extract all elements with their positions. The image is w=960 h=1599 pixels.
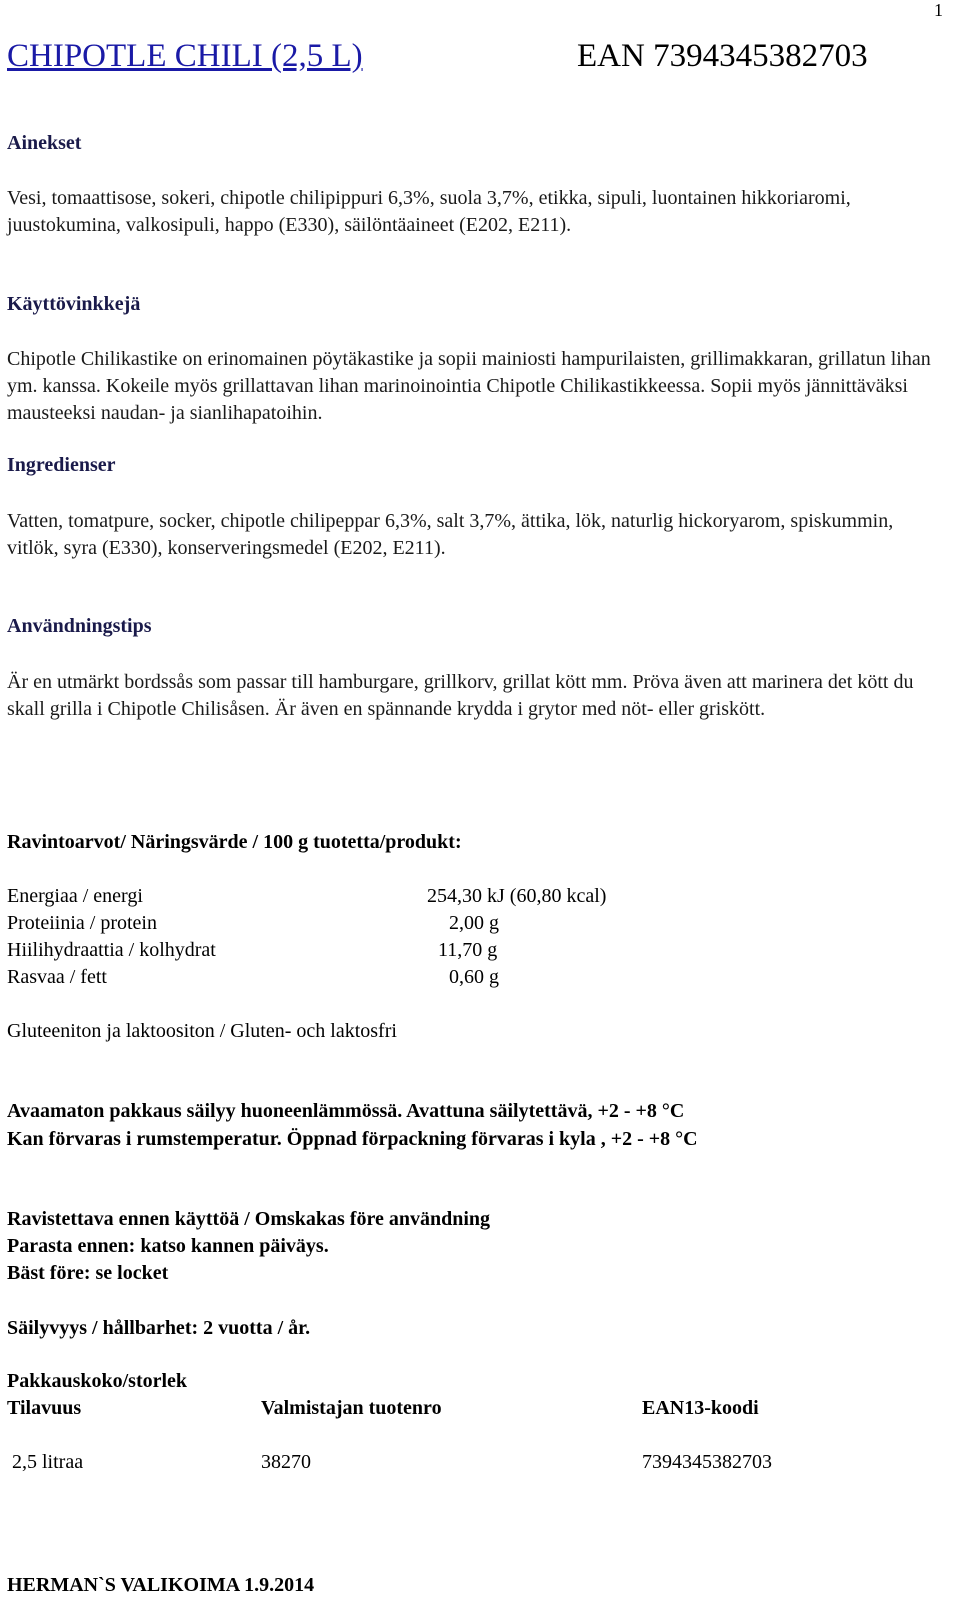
package-heading: Pakkauskoko/storlek: [7, 1370, 188, 1392]
nutrition-value-protein: 2,00 g: [449, 912, 499, 934]
fi-tips-text: Chipotle Chilikastike on erinomainen pöytäkastike ja sopii mainiosti hampurilaisten, grillimakkaran, grillatun lihan ym. kanssa. Kokeile myös grillattavan lihan marinoinointia Chipotle Chilikastikkeessa. Sopii myös jännittäväksi mausteeksi naudan- ja sianlihapatoihin.: [7, 348, 931, 424]
package-col-ean-header: EAN13-koodi: [642, 1397, 759, 1419]
footer-text: HERMAN`S VALIKOIMA 1.9.2014: [7, 1574, 315, 1596]
nutrition-heading: Ravintoarvot/ Näringsvärde / 100 g tuotetta/produkt:: [7, 831, 462, 853]
gluten-note: Gluteeniton ja laktoositon / Gluten- och laktosfri: [7, 1020, 397, 1042]
sv-tips-text: Är en utmärkt bordssås som passar till hamburgare, grillkorv, grillat kött mm. Pröva även att marinera det kött du skall grilla i Chipotle Chilisåsen. Är även en spännande krydda i grytor med nöt- eller griskött.: [7, 671, 914, 720]
storage-line-fi: Avaamaton pakkaus säilyy huoneenlämmössä. Avattuna säilytettävä, +2 - +8 °C: [7, 1100, 685, 1122]
shelf-life: Säilyvyys / hållbarhet: 2 vuotta / år.: [7, 1317, 311, 1339]
nutrition-label-fat: Rasvaa / fett: [7, 966, 107, 988]
best-before-fi: Parasta ennen: katso kannen päiväys.: [7, 1235, 329, 1257]
package-product-number-value: 38270: [261, 1451, 311, 1473]
nutrition-value-fat: 0,60 g: [449, 966, 499, 988]
package-volume-value: 2,5 litraa: [12, 1451, 84, 1473]
page-number: 1: [934, 0, 943, 20]
best-before-sv: Bäst före: se locket: [7, 1262, 169, 1284]
fi-ingredients-text: Vesi, tomaattisose, sokeri, chipotle chilipippuri 6,3%, suola 3,7%, etikka, sipuli, luontainen hikkoriaromi, juustokumina, valkosipuli, happo (E330), säilöntäaineet (E202, E211).: [7, 187, 851, 236]
sv-tips-heading: Användningstips: [7, 615, 152, 637]
package-col-product-number-header: Valmistajan tuotenro: [261, 1397, 442, 1419]
nutrition-label-protein: Proteiinia / protein: [7, 912, 157, 934]
storage-line-sv: Kan förvaras i rumstemperatur. Öppnad förpackning förvaras i kyla , +2 - +8 °C: [7, 1128, 698, 1150]
shake-note: Ravistettava ennen käyttöä / Omskakas före användning: [7, 1208, 491, 1230]
nutrition-label-energy: Energiaa / energi: [7, 885, 143, 907]
fi-tips-heading: Käyttövinkkejä: [7, 293, 141, 315]
nutrition-value-energy: 254,30 kJ (60,80 kcal): [427, 885, 607, 907]
fi-ingredients-heading: Ainekset: [7, 132, 82, 154]
nutrition-value-carbs: 11,70 g: [438, 939, 498, 961]
product-title[interactable]: CHIPOTLE CHILI (2,5 L): [7, 38, 363, 74]
sv-ingredients-heading: Ingredienser: [7, 454, 116, 476]
package-col-volume-header: Tilavuus: [7, 1397, 82, 1419]
nutrition-label-carbs: Hiilihydraattia / kolhydrat: [7, 939, 216, 961]
ean-code: EAN 7394345382703: [577, 38, 868, 74]
package-ean-value: 7394345382703: [642, 1451, 772, 1473]
sv-ingredients-text: Vatten, tomatpure, socker, chipotle chilipeppar 6,3%, salt 3,7%, ättika, lök, naturlig hickoryarom, spiskummin, vitlök, syra (E330), konserveringsmedel (E202, E211).: [7, 510, 894, 559]
